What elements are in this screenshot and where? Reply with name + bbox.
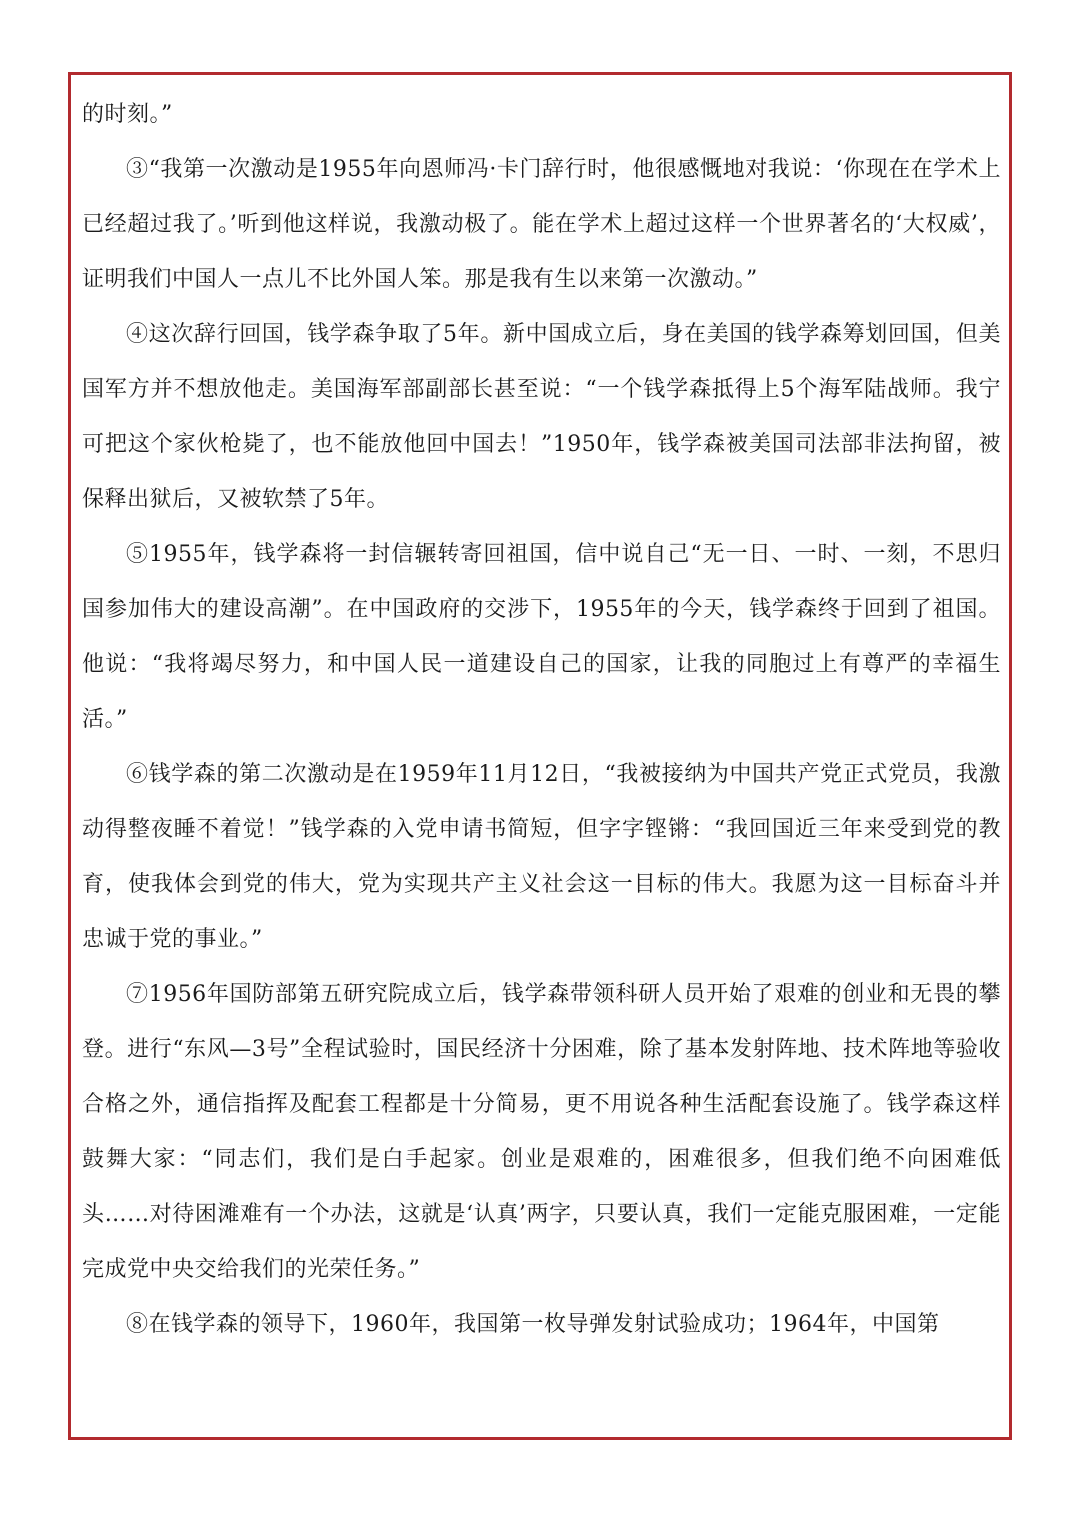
paragraph-8: ⑧在钱学森的领导下，1960年，我国第一枚导弹发射试验成功；1964年，中国第: [126, 1312, 940, 1337]
paragraph-6: ⑥钱学森的第二次激动是在1959年11月12日，“我被接纳为中国共产党正式党员，我激动得整夜睡不着觉！”钱学森的入党申请书简短，但字字铿锵：“我回国近三年来受到党的教育，使我体会到党的伟大，党为实现共产主义社会这一目标的伟大。我愿为这一目标奋斗并忠诚于党的事业。”: [82, 762, 1001, 952]
paragraph-continued: 的时刻。”: [82, 102, 173, 127]
document-frame: [68, 72, 1012, 1440]
paragraph-5: ⑤1955年，钱学森将一封信辗转寄回祖国，信中说自己“无一日、一时、一刻，不思归国参加伟大的建设高潮”。在中国政府的交涉下，1955年的今天，钱学森终于回到了祖国。他说：“我将竭尽努力，和中国人民一道建设自己的国家，让我的同胞过上有尊严的幸福生活。”: [82, 542, 1001, 732]
paragraph-7: ⑦1956年国防部第五研究院成立后，钱学森带领科研人员开始了艰难的创业和无畏的攀登。进行“东风—3号”全程试验时，国民经济十分困难，除了基本发射阵地、技术阵地等验收合格之外，通信指挥及配套工程都是十分简易，更不用说各种生活配套设施了。钱学森这样鼓舞大家：“同志们，我们是白手起家。创业是艰难的，困难很多，但我们绝不向困难低头……对待困滩难有一个办法，这就是‘认真’两字，只要认真，我们一定能克服困难，一定能完成党中央交给我们的光荣任务。”: [82, 982, 1001, 1282]
paragraph-4: ④这次辞行回国，钱学森争取了5年。新中国成立后，身在美国的钱学森筹划回国，但美国军方并不想放他走。美国海军部副部长甚至说：“一个钱学森抵得上5个海军陆战师。我宁可把这个家伙枪毙了，也不能放他回中国去！”1950年，钱学森被美国司法部非法拘留，被保释出狱后，又被软禁了5年。: [82, 322, 1001, 512]
paragraph-3: ③“我第一次激动是1955年向恩师冯·卡门辞行时，他很感慨地对我说：‘你现在在学术上已经超过我了。’听到他这样说，我激动极了。能在学术上超过这样一个世界著名的‘大权威’，证明我们中国人一点儿不比外国人笨。那是我有生以来第一次激动。”: [82, 157, 1001, 292]
